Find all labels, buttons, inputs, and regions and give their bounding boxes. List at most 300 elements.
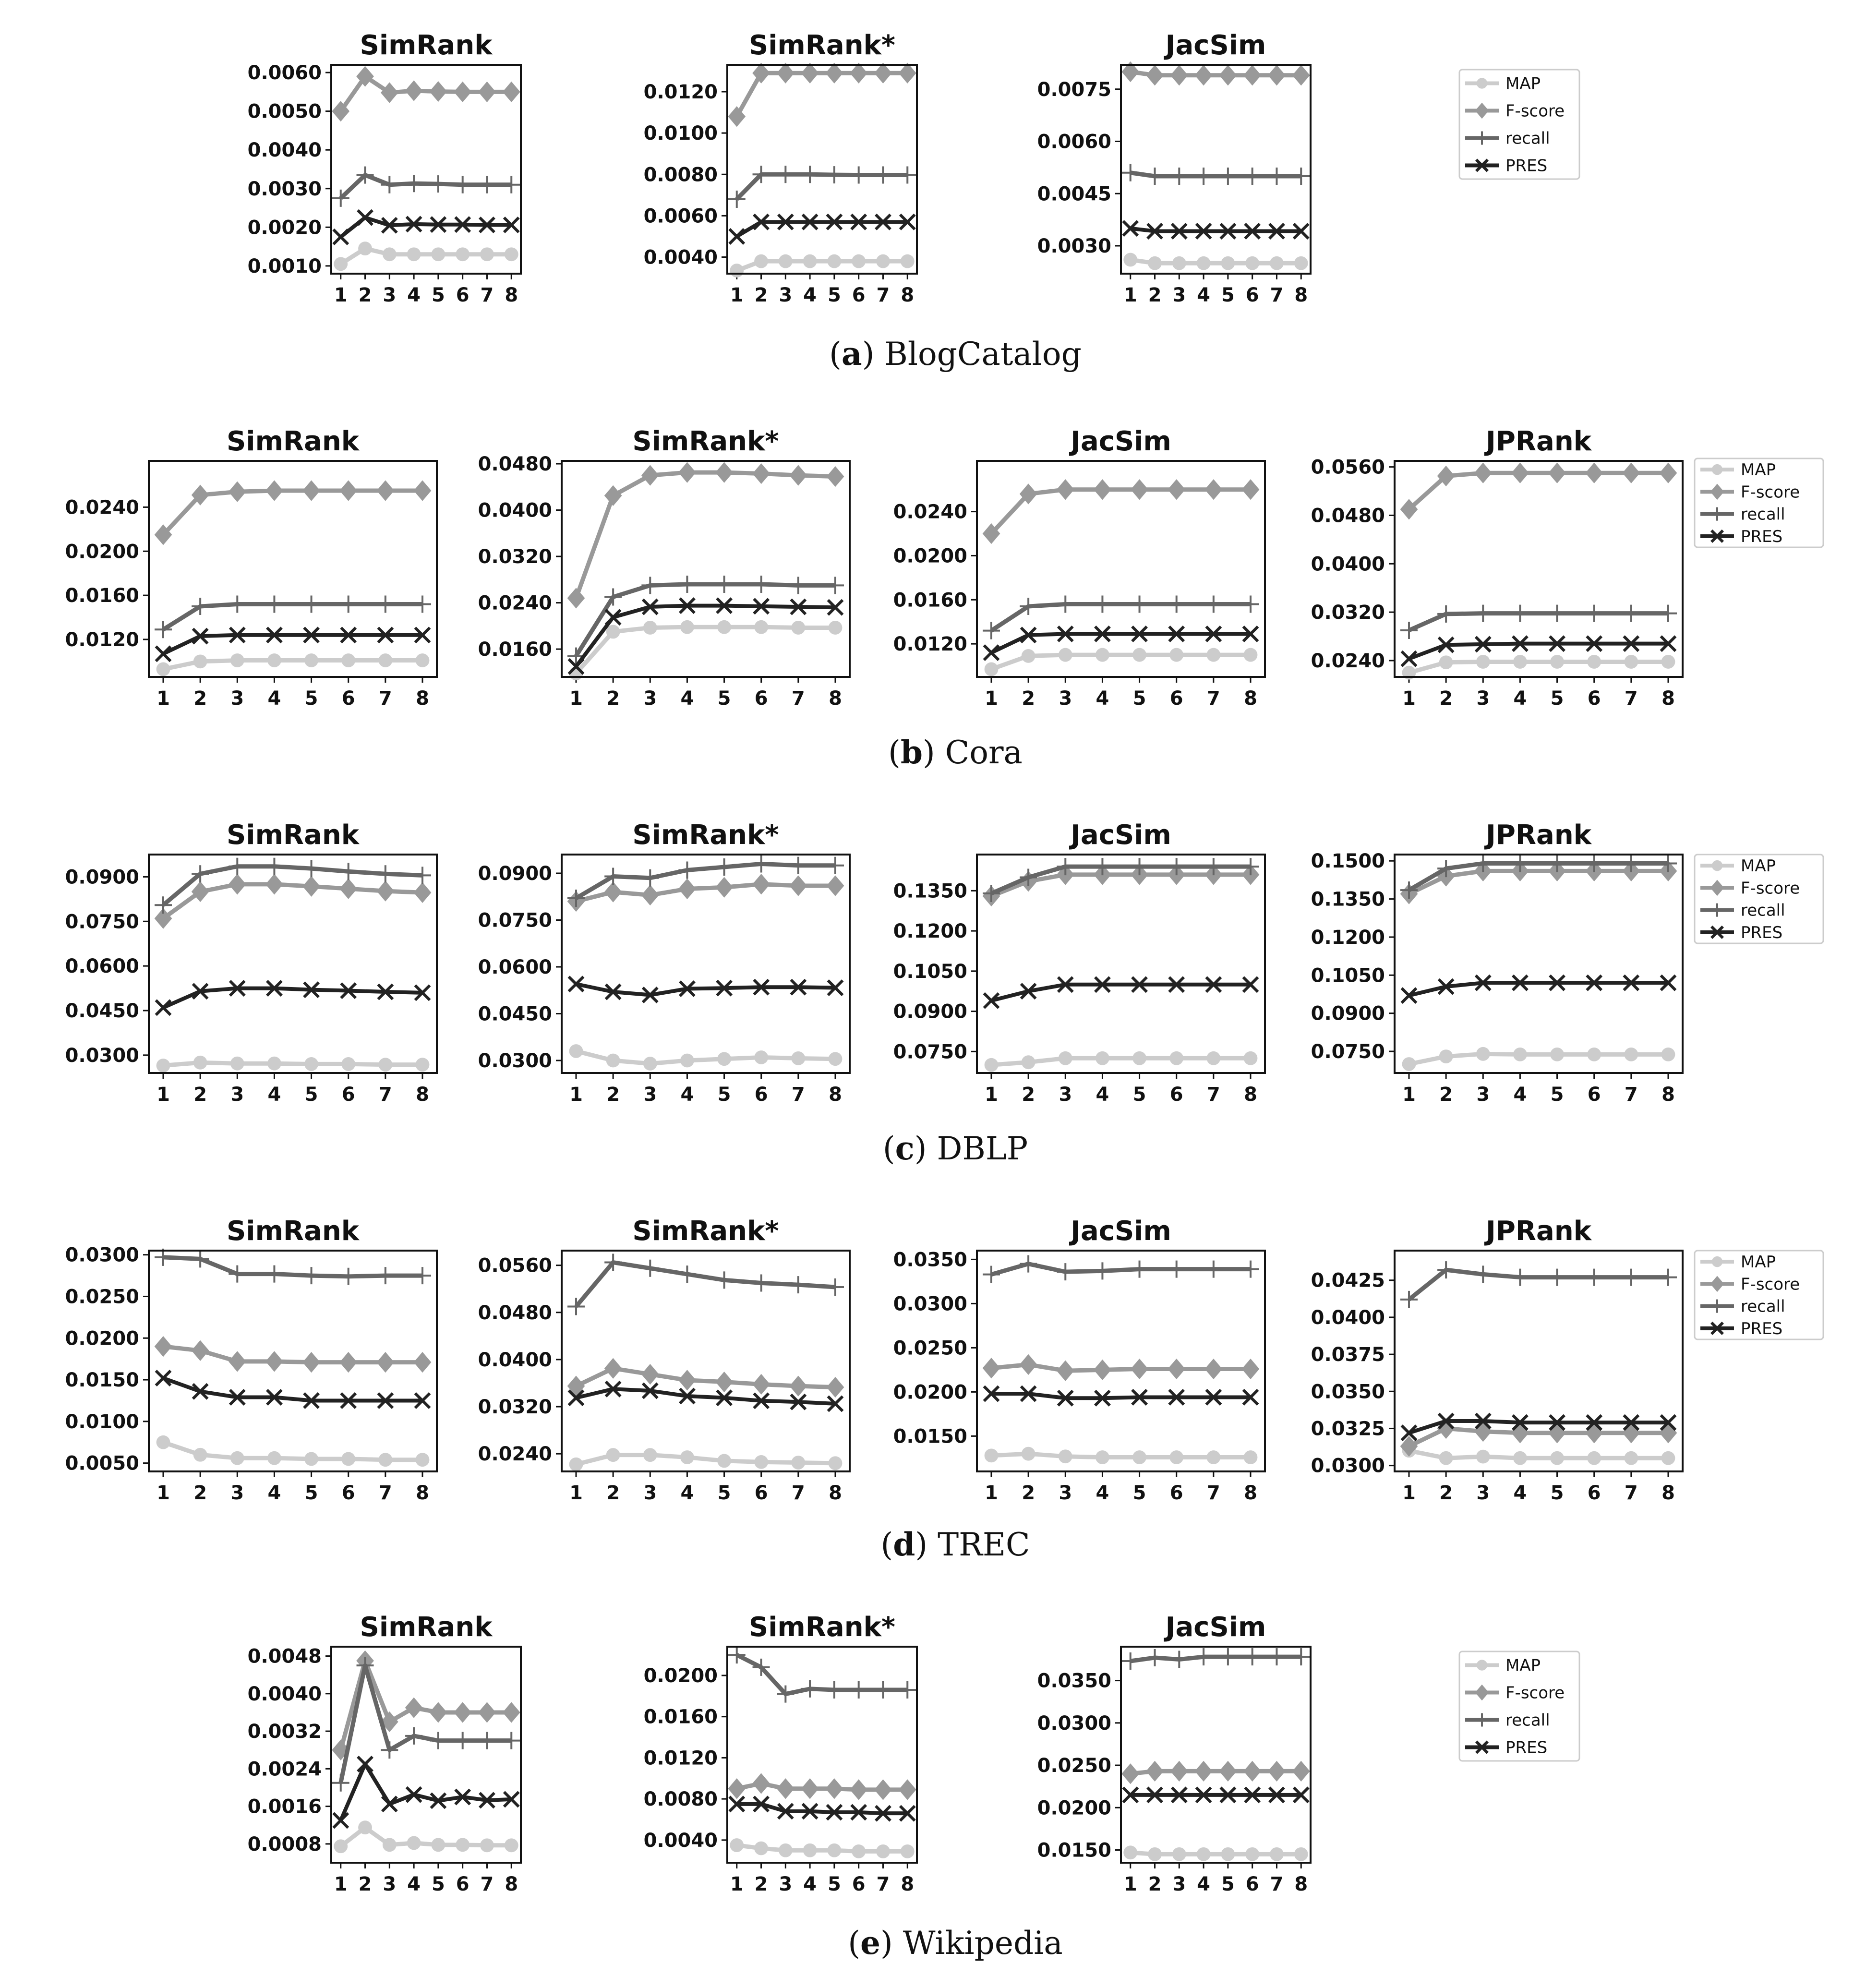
data-point-map [1197, 256, 1211, 270]
data-point-map [230, 1057, 244, 1071]
data-point-pres [333, 1813, 348, 1828]
x-tick-label: 8 [416, 687, 429, 710]
y-tick-label: 0.0150 [1037, 1839, 1111, 1862]
data-point-f-score [192, 881, 209, 902]
data-point-f-score [265, 480, 283, 501]
x-tick-label: 1 [985, 687, 998, 710]
data-point-f-score [302, 876, 320, 897]
x-tick-label: 1 [334, 1873, 348, 1895]
data-point-map [1624, 1048, 1638, 1061]
y-tick-label: 0.0250 [1037, 1755, 1111, 1777]
series-line-recall [163, 604, 422, 629]
x-tick-label: 4 [803, 284, 817, 306]
x-tick-label: 3 [1476, 687, 1490, 710]
y-tick-label: 0.0160 [643, 1706, 718, 1728]
x-tick-label: 1 [157, 687, 170, 710]
data-point-pres [729, 229, 744, 244]
data-point-map [680, 1450, 694, 1464]
y-tick-label: 0.0100 [643, 122, 718, 145]
data-point-recall [753, 576, 770, 593]
y-tick-label: 0.0120 [893, 633, 967, 656]
y-tick-label: 0.0240 [478, 592, 552, 614]
data-point-map [1059, 1449, 1072, 1463]
y-tick-label: 0.0375 [1311, 1344, 1385, 1366]
chart-title: JPRank [1486, 426, 1591, 457]
data-point-recall [377, 865, 394, 882]
x-tick-label: 6 [754, 1482, 768, 1504]
y-tick-label: 0.0024 [247, 1758, 322, 1781]
data-point-f-score [850, 63, 867, 84]
chart-title: SimRank [227, 819, 359, 851]
data-point-map [1402, 1057, 1416, 1071]
chart-title: SimRank* [748, 1612, 896, 1643]
data-point-map [1169, 1051, 1183, 1065]
data-point-recall [1094, 1262, 1111, 1279]
data-point-recall [826, 1681, 843, 1699]
y-tick-label: 0.0250 [893, 1337, 967, 1360]
data-point-f-score [801, 63, 819, 84]
caption-letter: e [860, 1924, 881, 1962]
data-point-recall [405, 175, 422, 192]
data-point-map [1059, 648, 1072, 662]
y-tick-label: 0.0480 [478, 1301, 552, 1324]
data-point-f-score [1146, 65, 1164, 85]
data-point-map [193, 1056, 207, 1070]
chart-title: SimRank* [632, 1216, 779, 1247]
data-point-f-score [1195, 65, 1213, 85]
data-point-map [985, 1448, 999, 1462]
data-point-map [1123, 253, 1137, 267]
data-point-f-score [1204, 479, 1222, 500]
data-point-map [416, 1453, 430, 1467]
y-tick-label: 0.0160 [893, 589, 967, 612]
plot-frame [149, 461, 437, 677]
y-tick-label: 0.0250 [65, 1286, 139, 1308]
data-point-map [1059, 1051, 1072, 1065]
data-point-recall [265, 858, 283, 875]
x-tick-label: 5 [1221, 284, 1235, 306]
y-tick-label: 0.0400 [478, 1349, 552, 1371]
x-tick-label: 8 [829, 1482, 842, 1504]
data-point-f-score [827, 875, 844, 896]
x-tick-label: 2 [754, 284, 768, 306]
y-tick-label: 0.1350 [893, 880, 967, 903]
chart-title: JacSim [1165, 30, 1266, 61]
caption-name: TREC [938, 1526, 1030, 1563]
data-point-map [643, 1448, 657, 1462]
data-point-map [1587, 1048, 1601, 1061]
data-point-f-score [789, 465, 807, 486]
data-point-f-score [1292, 65, 1310, 85]
x-tick-label: 7 [1624, 687, 1638, 710]
y-tick-label: 0.0020 [247, 217, 322, 239]
data-point-recall [1511, 1269, 1529, 1286]
data-point-recall [1168, 1261, 1185, 1278]
chart-title: SimRank* [632, 426, 779, 457]
series-line-recall [1409, 614, 1668, 630]
y-tick-label: 0.0750 [893, 1041, 967, 1063]
x-tick-label: 7 [480, 284, 494, 306]
data-point-map [754, 1050, 768, 1064]
data-point-f-score [874, 1779, 892, 1800]
y-tick-label: 0.1200 [1311, 926, 1385, 949]
data-point-map [1513, 1451, 1527, 1465]
y-tick-label: 0.0325 [1311, 1418, 1385, 1440]
y-tick-label: 0.0040 [247, 1683, 322, 1705]
data-point-map [876, 1844, 890, 1858]
data-point-f-score [1622, 463, 1640, 483]
y-tick-label: 0.0050 [65, 1452, 139, 1475]
data-point-recall [503, 1732, 520, 1749]
data-point-map [378, 1058, 392, 1072]
x-tick-label: 8 [829, 1084, 842, 1106]
data-point-map [456, 247, 470, 261]
data-point-map [230, 653, 244, 667]
x-tick-label: 2 [193, 1482, 207, 1504]
data-point-map [569, 1044, 583, 1058]
x-tick-label: 2 [606, 1482, 620, 1504]
data-point-map [791, 1051, 805, 1065]
data-point-map [1022, 1447, 1035, 1461]
legend [1695, 458, 1823, 547]
y-tick-label: 0.0240 [478, 1443, 552, 1466]
x-tick-label: 4 [407, 284, 421, 306]
data-point-f-score [752, 1773, 770, 1794]
y-tick-label: 0.0150 [893, 1425, 967, 1448]
data-point-map [1476, 655, 1490, 669]
data-point-map [717, 1454, 731, 1468]
x-tick-label: 2 [358, 1873, 372, 1895]
x-tick-label: 4 [680, 687, 694, 710]
data-point-recall [1219, 168, 1237, 185]
data-point-recall [414, 867, 431, 884]
chart-panel [893, 819, 1265, 1106]
data-point-map [341, 1057, 355, 1071]
data-point-map [1550, 1048, 1564, 1061]
data-point-map [569, 1458, 583, 1471]
data-point-f-score [826, 1778, 843, 1799]
x-tick-label: 4 [1197, 1873, 1211, 1895]
data-point-recall [827, 1278, 844, 1296]
data-point-f-score [827, 1377, 844, 1398]
data-point-f-score [1170, 65, 1188, 85]
data-point-map [334, 257, 348, 271]
data-point-recall [753, 855, 770, 873]
data-point-recall [874, 167, 891, 184]
plot-frame [1395, 1251, 1683, 1471]
data-point-map [505, 247, 518, 261]
data-point-recall [641, 869, 659, 887]
data-point-f-score [1195, 1761, 1213, 1782]
plot-frame [1395, 855, 1683, 1073]
data-point-f-score [302, 480, 320, 501]
legend-label: F-score [1741, 1275, 1800, 1294]
data-point-map [803, 254, 817, 268]
data-point-f-score [1020, 1354, 1037, 1375]
x-tick-label: 1 [157, 1084, 170, 1106]
data-point-map [1221, 1847, 1235, 1861]
plot-frame [331, 65, 521, 274]
x-tick-label: 3 [1172, 1873, 1186, 1895]
x-tick-label: 2 [1148, 1873, 1162, 1895]
x-tick-label: 6 [1587, 687, 1601, 710]
x-tick-label: 4 [1096, 687, 1109, 710]
x-tick-label: 4 [680, 1084, 694, 1106]
y-tick-label: 0.0200 [893, 1381, 967, 1404]
data-point-map [358, 1820, 372, 1834]
data-point-f-score [265, 874, 283, 894]
data-point-f-score [1548, 463, 1566, 483]
subfigure-caption: (c) DBLP [882, 1130, 1028, 1167]
data-point-map [1221, 256, 1235, 270]
data-point-map [985, 1058, 999, 1072]
y-tick-label: 0.0560 [1311, 456, 1385, 479]
data-point-map [1123, 1845, 1137, 1859]
x-tick-label: 7 [791, 1482, 805, 1504]
legend-marker [1712, 860, 1722, 871]
x-tick-label: 2 [358, 284, 372, 306]
data-point-map [267, 653, 281, 667]
data-point-map [1513, 1048, 1527, 1061]
data-point-map [1148, 256, 1162, 270]
data-point-map [754, 254, 768, 268]
data-point-recall [1195, 1648, 1212, 1665]
y-tick-label: 0.0240 [65, 496, 139, 519]
data-point-recall [478, 176, 495, 193]
x-tick-label: 8 [1661, 687, 1675, 710]
data-point-map [1476, 1450, 1490, 1464]
data-point-recall [790, 857, 807, 874]
data-point-recall [716, 858, 733, 876]
data-point-f-score [229, 482, 246, 502]
data-point-recall [1400, 622, 1418, 639]
chart-panel [1037, 30, 1311, 306]
data-point-map [985, 663, 999, 676]
x-tick-label: 6 [1169, 1084, 1183, 1106]
chart-panel [248, 1612, 521, 1895]
data-point-recall [899, 167, 916, 184]
x-tick-label: 5 [827, 1873, 841, 1895]
legend-label: recall [1741, 901, 1785, 920]
data-point-map [1661, 655, 1675, 669]
x-tick-label: 8 [901, 284, 915, 306]
caption-name: Cora [945, 734, 1023, 771]
data-point-map [901, 254, 915, 268]
data-point-map [754, 1455, 768, 1469]
data-point-f-score [874, 63, 892, 84]
y-tick-label: 0.0400 [1311, 1306, 1385, 1329]
plot-frame [977, 1251, 1265, 1471]
data-point-pres [333, 229, 348, 244]
x-tick-label: 5 [1132, 1084, 1146, 1106]
data-point-f-score [376, 480, 394, 501]
data-point-map [193, 1448, 207, 1462]
data-point-f-score [192, 1340, 209, 1361]
x-tick-label: 5 [304, 1482, 318, 1504]
data-point-map [157, 663, 170, 676]
y-tick-label: 0.0240 [1311, 650, 1385, 672]
data-point-recall [1131, 595, 1148, 613]
data-point-map [230, 1451, 244, 1465]
data-point-f-score [414, 1352, 432, 1373]
data-point-map [1096, 1051, 1109, 1065]
data-point-recall [192, 1250, 209, 1267]
data-point-f-score [1268, 65, 1286, 85]
data-point-f-score [715, 462, 733, 483]
data-point-f-score [1474, 1421, 1492, 1442]
data-point-recall [1242, 1261, 1259, 1278]
series-line-recall [991, 604, 1251, 630]
data-point-recall [983, 885, 1000, 902]
chart-panel [478, 819, 850, 1106]
data-point-f-score [678, 462, 696, 483]
chart-panel [644, 1612, 917, 1895]
chart-panel [1311, 819, 1683, 1106]
y-tick-label: 0.0045 [1037, 183, 1111, 205]
data-point-recall [678, 862, 696, 879]
y-tick-label: 0.0480 [1311, 505, 1385, 527]
legend-marker [1712, 464, 1722, 475]
data-point-f-score [777, 63, 795, 84]
y-tick-label: 0.0030 [1037, 235, 1111, 257]
caption-letter: a [841, 335, 862, 373]
data-point-recall [801, 1680, 819, 1698]
data-point-map [157, 1059, 170, 1072]
data-point-map [1022, 1055, 1035, 1069]
data-point-recall [1131, 1261, 1148, 1278]
data-point-map [1096, 1450, 1109, 1464]
chart-title: SimRank [227, 426, 359, 457]
y-tick-label: 0.0300 [65, 1244, 139, 1266]
data-point-recall [790, 577, 807, 594]
data-point-map [803, 1843, 817, 1857]
data-point-map [1550, 655, 1564, 669]
data-point-map [1587, 1451, 1601, 1465]
y-tick-label: 0.0040 [643, 246, 718, 269]
chart-panel [1311, 426, 1683, 710]
x-tick-label: 2 [606, 1084, 620, 1106]
data-point-map [1206, 1450, 1220, 1464]
y-tick-label: 0.0900 [65, 866, 139, 889]
data-point-recall [332, 1774, 349, 1792]
data-point-f-score [1242, 479, 1260, 500]
x-tick-label: 3 [230, 1084, 244, 1106]
y-tick-label: 0.0300 [1037, 1712, 1111, 1735]
x-tick-label: 5 [1550, 1482, 1564, 1504]
subfigure-caption: (d) TREC [880, 1526, 1030, 1563]
x-tick-label: 5 [431, 1873, 445, 1895]
data-point-recall [414, 1267, 431, 1284]
data-point-map [779, 1843, 793, 1857]
chart-group-cora [65, 426, 1823, 771]
data-point-f-score [1585, 1422, 1603, 1443]
y-tick-label: 0.0600 [478, 956, 552, 978]
data-point-recall [430, 175, 447, 193]
data-point-map [779, 254, 793, 268]
x-tick-label: 8 [901, 1873, 915, 1895]
data-point-f-score [641, 885, 659, 905]
data-point-map [1513, 655, 1527, 669]
x-tick-label: 8 [1661, 1084, 1675, 1106]
x-tick-label: 1 [1402, 1084, 1416, 1106]
data-point-recall [229, 595, 246, 613]
data-point-f-score [1292, 1761, 1310, 1782]
x-tick-label: 3 [1059, 687, 1072, 710]
x-tick-label: 3 [383, 284, 397, 306]
chart-title: SimRank* [748, 30, 896, 61]
data-point-map [717, 1052, 731, 1066]
data-point-recall [229, 1265, 246, 1283]
data-point-map [157, 1435, 170, 1449]
y-tick-label: 0.0200 [65, 1327, 139, 1350]
data-point-map [643, 1057, 657, 1071]
data-point-f-score [1268, 1761, 1286, 1782]
data-point-recall [1219, 1648, 1237, 1665]
data-point-map [304, 1452, 318, 1466]
y-tick-label: 0.0030 [247, 178, 322, 200]
x-tick-label: 2 [754, 1873, 768, 1895]
data-point-f-score [1242, 1359, 1260, 1379]
data-point-map [1022, 649, 1035, 663]
x-tick-label: 4 [267, 687, 281, 710]
legend-label: recall [1505, 1711, 1550, 1730]
data-point-recall [1623, 605, 1640, 622]
x-tick-label: 1 [569, 687, 583, 710]
x-tick-label: 6 [1169, 687, 1183, 710]
x-tick-label: 1 [730, 284, 744, 306]
y-tick-label: 0.0160 [65, 585, 139, 607]
y-tick-label: 0.0048 [247, 1645, 322, 1668]
legend-label: recall [1741, 1297, 1785, 1316]
data-point-recall [874, 1681, 891, 1699]
series-line-pres [341, 1764, 512, 1820]
data-point-pres [156, 1000, 171, 1015]
data-point-f-score [1243, 65, 1261, 85]
data-point-f-score [678, 1370, 696, 1390]
x-tick-label: 5 [1132, 1482, 1146, 1504]
y-tick-label: 0.0080 [643, 1788, 718, 1811]
data-point-recall [1094, 595, 1111, 613]
y-tick-label: 0.0160 [478, 639, 552, 661]
data-point-map [829, 1052, 843, 1066]
data-point-recall [377, 1267, 394, 1284]
data-point-map [334, 1839, 348, 1853]
data-point-pres [358, 1757, 373, 1771]
legend-label: recall [1505, 129, 1550, 148]
x-tick-label: 5 [827, 284, 841, 306]
data-point-f-score [1057, 1361, 1074, 1381]
x-tick-label: 7 [1206, 1482, 1220, 1504]
data-point-recall [728, 1646, 746, 1663]
x-tick-label: 8 [505, 284, 518, 306]
data-point-f-score [1511, 463, 1529, 483]
data-point-map [1206, 1051, 1220, 1065]
x-tick-label: 1 [569, 1084, 583, 1106]
data-point-map [1169, 648, 1183, 662]
data-point-recall [801, 166, 819, 183]
data-point-recall [1242, 595, 1259, 613]
legend-label: F-score [1505, 1683, 1565, 1703]
legend-label: MAP [1505, 1656, 1541, 1675]
data-point-recall [340, 863, 357, 880]
x-tick-label: 4 [1513, 1084, 1527, 1106]
x-tick-label: 4 [267, 1084, 281, 1106]
y-tick-label: 0.0600 [65, 955, 139, 978]
x-tick-label: 7 [1206, 687, 1220, 710]
legend [1459, 1651, 1579, 1761]
data-point-recall [430, 1732, 447, 1749]
data-point-map [791, 621, 805, 635]
